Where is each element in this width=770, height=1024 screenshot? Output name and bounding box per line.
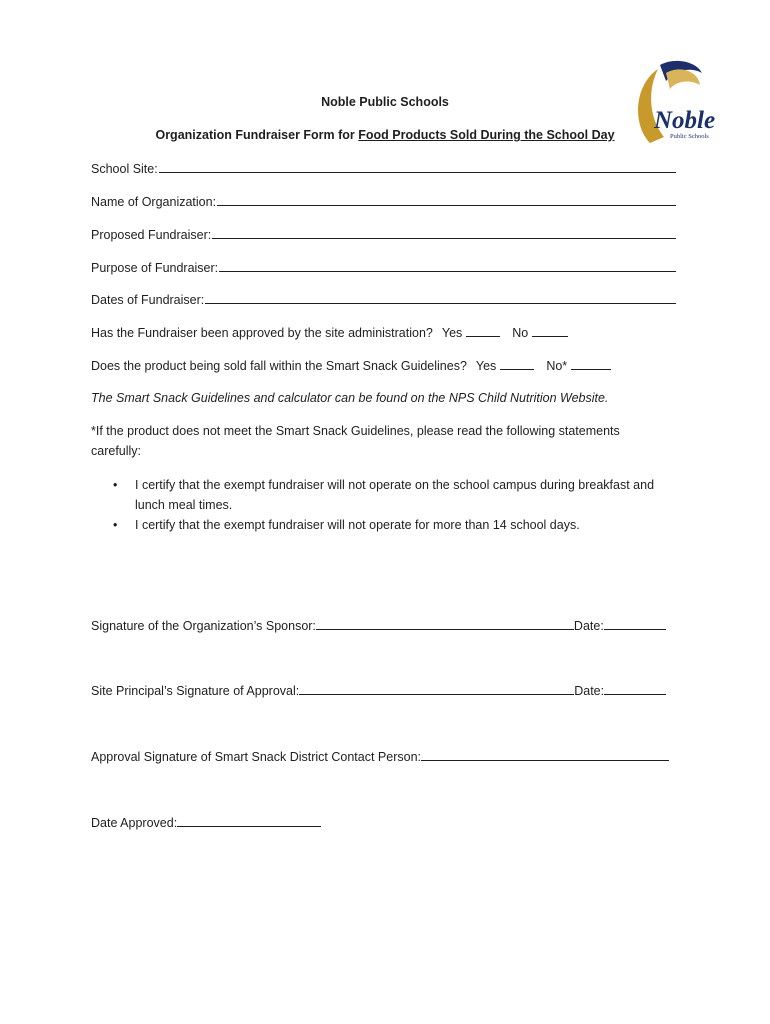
sponsor-signature-label: Signature of the Organization’s Sponsor: xyxy=(91,619,316,633)
school-site-field[interactable] xyxy=(91,161,676,176)
guidelines-yes-line[interactable] xyxy=(500,358,534,370)
logo-name: Noble xyxy=(654,107,716,134)
certification-text: I certify that the exempt fundraiser will not operate for more than 14 school days. xyxy=(135,518,580,532)
principal-signature-label: Site Principal’s Signature of Approval: xyxy=(91,684,300,698)
date-approved-row xyxy=(91,815,321,830)
dates-label: Dates of Fundraiser: xyxy=(91,293,205,307)
proposed-fundraiser-line[interactable] xyxy=(212,227,676,239)
principal-date-line[interactable] xyxy=(604,683,666,695)
form-title-prefix: Organization Fundraiser Form for xyxy=(155,128,359,142)
date-approved-label: Date Approved: xyxy=(91,816,178,830)
guidelines-question-text: Does the product being sold fall within the Smart Snack Guidelines? xyxy=(91,359,467,373)
purpose-field[interactable] xyxy=(91,260,676,275)
guidelines-no-line[interactable] xyxy=(571,358,611,370)
purpose-line[interactable] xyxy=(219,260,676,272)
website-note: The Smart Snack Guidelines and calculator can be found on the NPS Child Nutrition Website. xyxy=(91,391,609,405)
exempt-note: *If the product does not meet the Smart Snack Guidelines, please read the following statements carefully: xyxy=(91,424,620,458)
certification-list xyxy=(91,475,681,535)
list-item xyxy=(91,515,681,535)
principal-date-label: Date: xyxy=(574,684,605,698)
guidelines-yes-label: Yes xyxy=(475,359,497,373)
guidelines-question xyxy=(91,358,611,373)
approval-no-label: No xyxy=(512,326,529,340)
organization-label: Name of Organization: xyxy=(91,195,217,209)
dates-field[interactable] xyxy=(91,292,676,307)
organization-field[interactable] xyxy=(91,194,676,209)
logo-subtitle: Public Schools xyxy=(670,133,709,140)
dates-line[interactable] xyxy=(205,292,676,304)
district-signature-label: Approval Signature of Smart Snack District Contact Person: xyxy=(91,750,422,764)
purpose-label: Purpose of Fundraiser: xyxy=(91,261,219,275)
proposed-fundraiser-label: Proposed Fundraiser: xyxy=(91,228,212,242)
approval-yes-label: Yes xyxy=(441,326,463,340)
proposed-fundraiser-field[interactable] xyxy=(91,227,676,242)
approval-no-line[interactable] xyxy=(532,325,568,337)
list-item xyxy=(91,475,681,515)
form-title-underlined: Food Products Sold During the School Day xyxy=(358,128,615,142)
bullet-icon: • xyxy=(113,478,118,492)
guidelines-no-label: No* xyxy=(546,359,568,373)
bullet-icon: • xyxy=(113,518,118,532)
school-site-line[interactable] xyxy=(159,161,676,173)
district-signature-row xyxy=(91,749,669,764)
approval-question-text: Has the Fundraiser been approved by the site administration? xyxy=(91,326,433,340)
organization-line[interactable] xyxy=(217,194,676,206)
sponsor-date-line[interactable] xyxy=(604,618,666,630)
school-name: Noble Public Schools xyxy=(321,95,449,109)
approval-question xyxy=(91,325,568,340)
date-approved-line[interactable] xyxy=(177,815,321,827)
sponsor-signature-row xyxy=(91,618,666,633)
district-signature-line[interactable] xyxy=(421,749,669,761)
form-title xyxy=(0,128,770,142)
school-site-label: School Site: xyxy=(91,162,158,176)
approval-yes-line[interactable] xyxy=(466,325,500,337)
sponsor-date-label: Date: xyxy=(573,619,604,633)
principal-signature-line[interactable] xyxy=(299,683,574,695)
certification-text: I certify that the exempt fundraiser will not operate on the school campus during breakfast and lunch meal times. xyxy=(135,478,655,512)
principal-signature-row xyxy=(91,683,666,698)
sponsor-signature-line[interactable] xyxy=(316,618,574,630)
